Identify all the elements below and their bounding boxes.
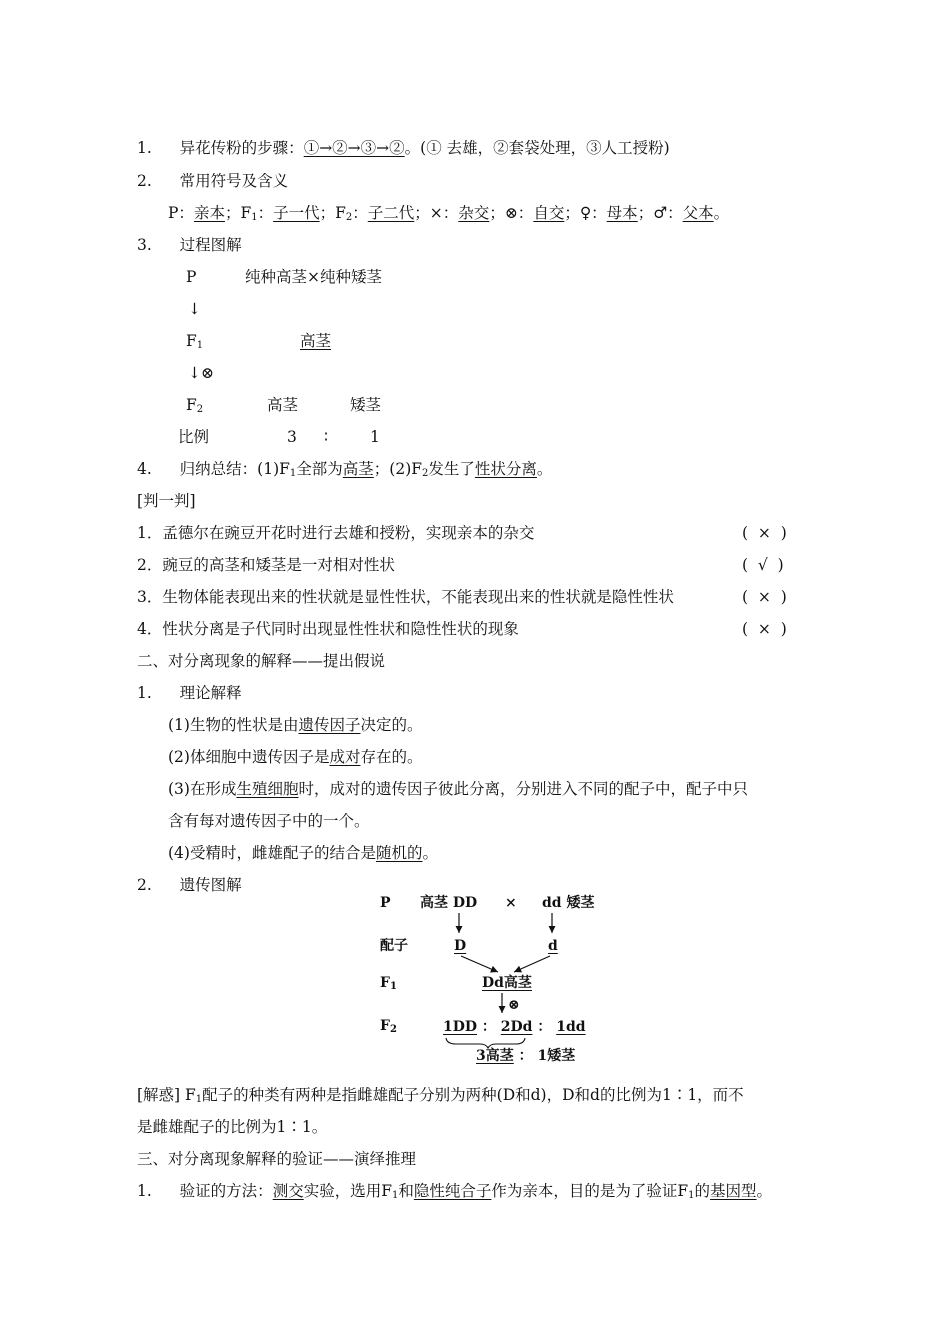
gen-f1-label bbox=[186, 331, 203, 356]
step-line bbox=[137, 138, 670, 158]
parent-cross: 纯种高茎×纯种矮茎 bbox=[245, 268, 382, 286]
theory-point-3-cont: 含有每对遗传因子中的一个。 bbox=[168, 812, 370, 830]
item-number: 2. bbox=[137, 172, 152, 190]
symbol-value: 杂交 bbox=[458, 204, 490, 222]
summary-text: 全部为 bbox=[296, 460, 343, 478]
self-cross-icon: ⊗ bbox=[508, 997, 520, 1013]
text: 和 bbox=[398, 1182, 414, 1200]
punct: 。 bbox=[536, 460, 553, 478]
text: 的 bbox=[694, 1182, 711, 1200]
colon: ： bbox=[537, 1019, 552, 1035]
gen-letter: F bbox=[186, 396, 197, 414]
diagram-parent-tall: 高茎 DD bbox=[420, 895, 478, 911]
answer: 生殖细胞 bbox=[236, 780, 299, 798]
section-heading: 三、对分离现象解释的验证——演绎推理 bbox=[137, 1150, 417, 1168]
judge-item: 3．生物体能表现出来的性状就是显性性状，不能表现出来的性状就是隐性性状 bbox=[137, 588, 674, 606]
step-label: 异花传粉的步骤： bbox=[179, 139, 304, 157]
summary-text: 发生了 bbox=[428, 460, 475, 478]
symbols-heading bbox=[137, 171, 288, 191]
f2-tall: 高茎 bbox=[267, 396, 299, 414]
judge-item: 4．性状分离是子代同时出现显性性状和隐性性状的现象 bbox=[137, 620, 519, 638]
text: 决定的。 bbox=[360, 716, 423, 734]
text: (4)受精时，雌雄配子的结合是 bbox=[168, 844, 376, 862]
f2-short: 矮茎 bbox=[350, 396, 382, 414]
diagram-heading bbox=[137, 875, 242, 895]
f1-genotype: Dd高茎 bbox=[482, 975, 532, 991]
symbol-label: ；F bbox=[319, 204, 346, 222]
subscript: 1 bbox=[251, 212, 258, 223]
text: (3)在形成 bbox=[168, 780, 237, 798]
down-arrow-icon: ↓ bbox=[188, 300, 201, 318]
arrow-D-to-F1 bbox=[461, 956, 498, 972]
step-explain: 。(① 去雄，②套袋处理，③人工授粉) bbox=[404, 139, 670, 157]
phenotype-short: 1矮茎 bbox=[537, 1048, 576, 1064]
text: 作为亲本，目的是为了验证F bbox=[491, 1182, 689, 1200]
subscript: 1 bbox=[389, 981, 397, 992]
symbol-value: 自交 bbox=[533, 204, 565, 222]
judge-mark: ( × ) bbox=[742, 524, 787, 542]
symbols-title: 常用符号及含义 bbox=[179, 172, 289, 190]
judge-mark: ( × ) bbox=[742, 588, 787, 606]
symbol-value: 子二代 bbox=[367, 204, 415, 222]
verify-line bbox=[137, 1181, 772, 1206]
genotype-DD: 1DD bbox=[443, 1019, 478, 1035]
text: 时，成对的遗传因子彼此分离，分别进入不同的配子中，配子中只 bbox=[298, 780, 748, 798]
judge-heading: [判一判] bbox=[137, 492, 196, 510]
item-number: 1. bbox=[137, 139, 152, 157]
subscript: 1 bbox=[391, 1190, 399, 1201]
symbol-label: ；♀： bbox=[564, 204, 607, 222]
ratio-colon: ∶ bbox=[324, 428, 329, 446]
item-number: 1. bbox=[137, 684, 152, 702]
diagram-f1-value bbox=[482, 973, 532, 993]
punct: 。 bbox=[756, 1182, 773, 1200]
phenotype-tall: 3高茎 bbox=[476, 1048, 514, 1064]
subscript: 2 bbox=[345, 212, 353, 223]
answer: 遗传因子 bbox=[298, 716, 361, 734]
symbol-label: ；⊗： bbox=[489, 204, 534, 222]
summary-text: 归纳总结：(1)F bbox=[179, 460, 290, 478]
answer: 隐性纯合子 bbox=[413, 1182, 492, 1200]
symbol-label: P： bbox=[168, 204, 194, 222]
answer: 成对 bbox=[329, 748, 361, 766]
punct: 。 bbox=[713, 204, 730, 222]
text: [解惑] F bbox=[137, 1086, 196, 1104]
confusion-line-1 bbox=[137, 1085, 744, 1110]
f1-phenotype: 高茎 bbox=[300, 332, 332, 350]
judge-item: 1．孟德尔在豌豆开花时进行去雄和授粉，实现亲本的杂交 bbox=[137, 524, 535, 542]
symbol-label: ；F bbox=[224, 204, 252, 222]
subscript: 2 bbox=[389, 1024, 397, 1035]
subscript: 1 bbox=[196, 340, 204, 351]
subscript: 2 bbox=[196, 404, 204, 415]
diagram-parent-short: dd 矮茎 bbox=[542, 895, 595, 911]
theory-title: 理论解释 bbox=[179, 684, 242, 702]
judge-mark: ( √ ) bbox=[742, 556, 784, 574]
judge-mark: ( × ) bbox=[742, 620, 787, 638]
symbol-label: ： bbox=[257, 204, 274, 222]
gen-letter: F bbox=[380, 975, 390, 991]
subscript: 2 bbox=[422, 468, 429, 479]
step-sequence: ①→②→③→② bbox=[303, 139, 405, 157]
genotype-Dd: 2Dd bbox=[500, 1019, 533, 1035]
text: 实验，选用F bbox=[303, 1182, 392, 1200]
theory-point-4 bbox=[168, 843, 438, 863]
gen-letter: F bbox=[380, 1018, 390, 1034]
diagram-phenotype-ratio bbox=[476, 1046, 575, 1066]
symbol-value: 父本 bbox=[682, 204, 714, 222]
diagram-cross: × bbox=[505, 895, 517, 911]
gamete-d: d bbox=[548, 938, 558, 954]
diagram-f2-label bbox=[380, 1016, 397, 1040]
theory-point-1 bbox=[168, 715, 423, 735]
process-title: 过程图解 bbox=[179, 236, 242, 254]
section-heading: 二、对分离现象的解释——提出假说 bbox=[137, 652, 386, 670]
symbol-value: 母本 bbox=[606, 204, 638, 222]
colon: ： bbox=[481, 1019, 496, 1035]
symbol-label: ；♂： bbox=[637, 204, 683, 222]
ratio-tall: 3 bbox=[287, 428, 297, 446]
answer: 测交 bbox=[272, 1182, 304, 1200]
answer: 随机的 bbox=[375, 844, 423, 862]
gen-f2-label bbox=[186, 395, 203, 420]
gen-letter: F bbox=[186, 332, 197, 350]
text: 存在的。 bbox=[360, 748, 423, 766]
gamete-D: D bbox=[454, 938, 467, 954]
colon: ： bbox=[518, 1048, 533, 1064]
symbols-line bbox=[168, 203, 729, 228]
summary-text: ；(2)F bbox=[373, 460, 423, 478]
diagram-gamete-label: 配子 bbox=[380, 938, 408, 954]
text: (1)生物的性状是由 bbox=[168, 716, 299, 734]
theory-point-2 bbox=[168, 747, 423, 767]
text: 验证的方法： bbox=[179, 1182, 273, 1200]
summary-line bbox=[137, 459, 552, 484]
diagram-p-label: P bbox=[380, 895, 391, 911]
summary-answer: 性状分离 bbox=[474, 460, 537, 478]
diagram-f2-genotypes bbox=[443, 1017, 586, 1037]
ratio-short: 1 bbox=[370, 428, 380, 446]
symbol-value: 亲本 bbox=[193, 204, 225, 222]
item-number: 3. bbox=[137, 236, 152, 254]
symbol-label: ： bbox=[352, 204, 368, 222]
subscript: 1 bbox=[289, 468, 297, 479]
item-number: 4. bbox=[137, 460, 152, 478]
item-number: 2. bbox=[137, 876, 152, 894]
summary-answer: 高茎 bbox=[342, 460, 374, 478]
confusion-line-2: 是雌雄配子的比例为1∶1。 bbox=[137, 1118, 328, 1136]
process-heading bbox=[137, 235, 242, 255]
answer: 基因型 bbox=[710, 1182, 757, 1200]
self-cross-arrow-icon: ↓⊗ bbox=[188, 364, 214, 382]
symbol-value: 子一代 bbox=[273, 204, 320, 222]
diagram-title: 遗传图解 bbox=[179, 876, 242, 894]
genotype-dd: 1dd bbox=[556, 1019, 586, 1035]
theory-heading bbox=[137, 683, 242, 703]
judge-item: 2．豌豆的高茎和矮茎是一对相对性状 bbox=[137, 556, 395, 574]
symbol-label: ；×： bbox=[414, 204, 459, 222]
subscript: 1 bbox=[195, 1094, 203, 1105]
ratio-label: 比例 bbox=[178, 428, 210, 446]
item-number: 1. bbox=[137, 1182, 152, 1200]
arrow-d-to-F1 bbox=[514, 956, 550, 972]
theory-point-3 bbox=[168, 779, 748, 799]
text: 。 bbox=[422, 844, 438, 862]
text: (2)体细胞中遗传因子是 bbox=[168, 748, 330, 766]
diagram-f1-label bbox=[380, 973, 397, 997]
gen-p-label: P bbox=[186, 268, 197, 286]
subscript: 1 bbox=[688, 1190, 695, 1201]
text: 配子的种类有两种是指雌雄配子分别为两种(D和d)，D和d的比例为1∶1，而不 bbox=[202, 1086, 744, 1104]
